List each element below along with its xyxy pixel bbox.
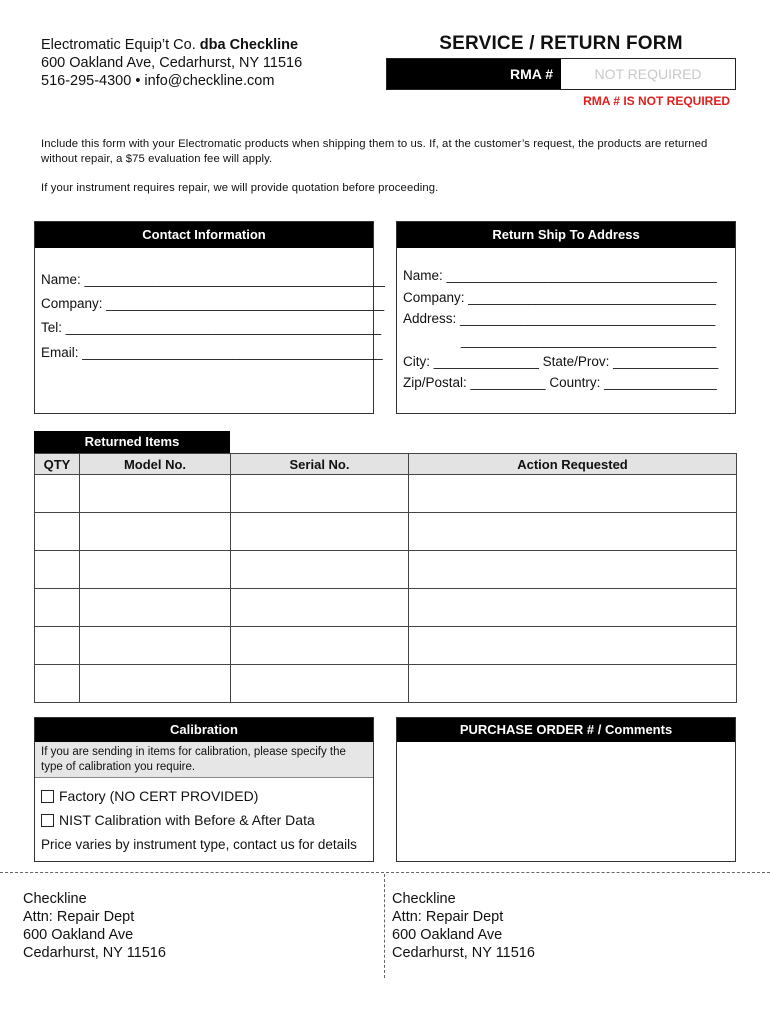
contact-section-title: Contact Information: [35, 222, 373, 248]
label-right-line1: Checkline: [392, 891, 456, 907]
label-left-line4: Cedarhurst, NY 11516: [23, 945, 166, 961]
label-left-line2: Attn: Repair Dept: [23, 909, 135, 925]
rma-value: NOT REQUIRED: [594, 66, 702, 82]
factory-label: Factory (NO CERT PROVIDED): [59, 788, 259, 804]
ship-to-zip-country-field[interactable]: Zip/Postal: __________ Country: _______________: [403, 375, 717, 390]
calibration-price-note: Price varies by instrument type, contact us for details: [41, 837, 357, 852]
form-title: SERVICE / RETURN FORM: [439, 33, 683, 54]
returned-items-table: [34, 453, 737, 703]
calibration-option-factory[interactable]: [41, 788, 258, 804]
model-cell[interactable]: [80, 589, 231, 627]
serial-cell[interactable]: [231, 589, 409, 627]
table-row: [35, 513, 737, 551]
nist-checkbox[interactable]: [41, 814, 54, 827]
company-address: 600 Oakland Ave, Cedarhurst, NY 11516: [41, 55, 303, 71]
table-row: [35, 665, 737, 703]
qty-cell[interactable]: [35, 475, 80, 513]
shipping-label-left: [23, 890, 166, 962]
model-cell[interactable]: [80, 475, 231, 513]
table-row: [35, 551, 737, 589]
contact-name-field[interactable]: Name: ________________________________________: [41, 272, 385, 287]
table-row: [35, 627, 737, 665]
factory-checkbox[interactable]: [41, 790, 54, 803]
label-left-line3: 600 Oakland Ave: [23, 927, 134, 943]
cut-line-vertical: [384, 874, 385, 978]
calibration-option-nist[interactable]: [41, 812, 315, 828]
action-cell[interactable]: [409, 551, 737, 589]
table-header-row: [35, 454, 737, 475]
action-cell[interactable]: [409, 513, 737, 551]
returned-items-title: Returned Items: [34, 431, 230, 453]
action-cell[interactable]: [409, 589, 737, 627]
model-cell[interactable]: [80, 551, 231, 589]
contact-tel-field[interactable]: Tel: __________________________________________: [41, 320, 382, 335]
company-info: [41, 36, 302, 90]
qty-cell[interactable]: [35, 551, 80, 589]
rma-note: RMA # IS NOT REQUIRED: [583, 94, 730, 108]
column-model: Model No.: [80, 454, 231, 475]
calibration-section: [34, 717, 374, 862]
po-comments-title: PURCHASE ORDER # / Comments: [397, 718, 735, 742]
serial-cell[interactable]: [231, 665, 409, 703]
calibration-title: Calibration: [35, 718, 373, 742]
qty-cell[interactable]: [35, 665, 80, 703]
label-left-line1: Checkline: [23, 891, 87, 907]
po-comments-section: [396, 717, 736, 862]
ship-to-name-field[interactable]: Name: ____________________________________: [403, 268, 717, 283]
column-qty: QTY: [35, 454, 80, 475]
po-comments-input[interactable]: [397, 742, 735, 861]
intro-paragraph-quote: If your instrument requires repair, we will provide quotation before proceeding.: [41, 182, 439, 194]
company-contact: 516-295-4300 • info@checkline.com: [41, 73, 275, 89]
contact-email-field[interactable]: Email: ________________________________________: [41, 345, 383, 360]
model-cell[interactable]: [80, 513, 231, 551]
action-cell[interactable]: [409, 475, 737, 513]
label-right-line3: 600 Oakland Ave: [392, 927, 503, 943]
qty-cell[interactable]: [35, 513, 80, 551]
column-serial: Serial No.: [231, 454, 409, 475]
intro-paragraph: Include this form with your Electromatic products when shipping them to us. If, at the customer’s request, the products are returned without repair, a $75 evaluation fee will apply.: [41, 138, 708, 165]
model-cell[interactable]: [80, 627, 231, 665]
label-right-line2: Attn: Repair Dept: [392, 909, 504, 925]
ship-to-city-state-field[interactable]: City: ______________ State/Prov: ______________: [403, 354, 719, 369]
cut-line-horizontal: [0, 872, 770, 873]
ship-to-address-field[interactable]: Address: __________________________________: [403, 311, 716, 326]
table-row: [35, 589, 737, 627]
action-cell[interactable]: [409, 665, 737, 703]
ship-to-company-field[interactable]: Company: _________________________________: [403, 290, 717, 305]
model-cell[interactable]: [80, 665, 231, 703]
ship-to-address-line2[interactable]: __________________________________: [461, 333, 717, 348]
ship-to-section-title: Return Ship To Address: [397, 222, 735, 248]
serial-cell[interactable]: [231, 513, 409, 551]
company-name: Electromatic Equip’t Co.: [41, 37, 196, 53]
contact-section: [34, 221, 385, 414]
serial-cell[interactable]: [231, 551, 409, 589]
serial-cell[interactable]: [231, 627, 409, 665]
label-right-line4: Cedarhurst, NY 11516: [392, 945, 535, 961]
rma-label: RMA #: [387, 59, 561, 89]
qty-cell[interactable]: [35, 589, 80, 627]
calibration-note: If you are sending in items for calibration, please specify the type of calibration you require.: [35, 742, 373, 778]
serial-cell[interactable]: [231, 475, 409, 513]
qty-cell[interactable]: [35, 627, 80, 665]
action-cell[interactable]: [409, 627, 737, 665]
company-dba: dba Checkline: [199, 37, 299, 53]
shipping-label-right: [392, 890, 535, 962]
column-action: Action Requested: [409, 454, 737, 475]
nist-label: NIST Calibration with Before & After Data: [59, 812, 315, 828]
contact-company-field[interactable]: Company: _____________________________________: [41, 296, 385, 311]
ship-to-section: [396, 221, 736, 414]
rma-field: [386, 58, 736, 90]
table-row: [35, 475, 737, 513]
